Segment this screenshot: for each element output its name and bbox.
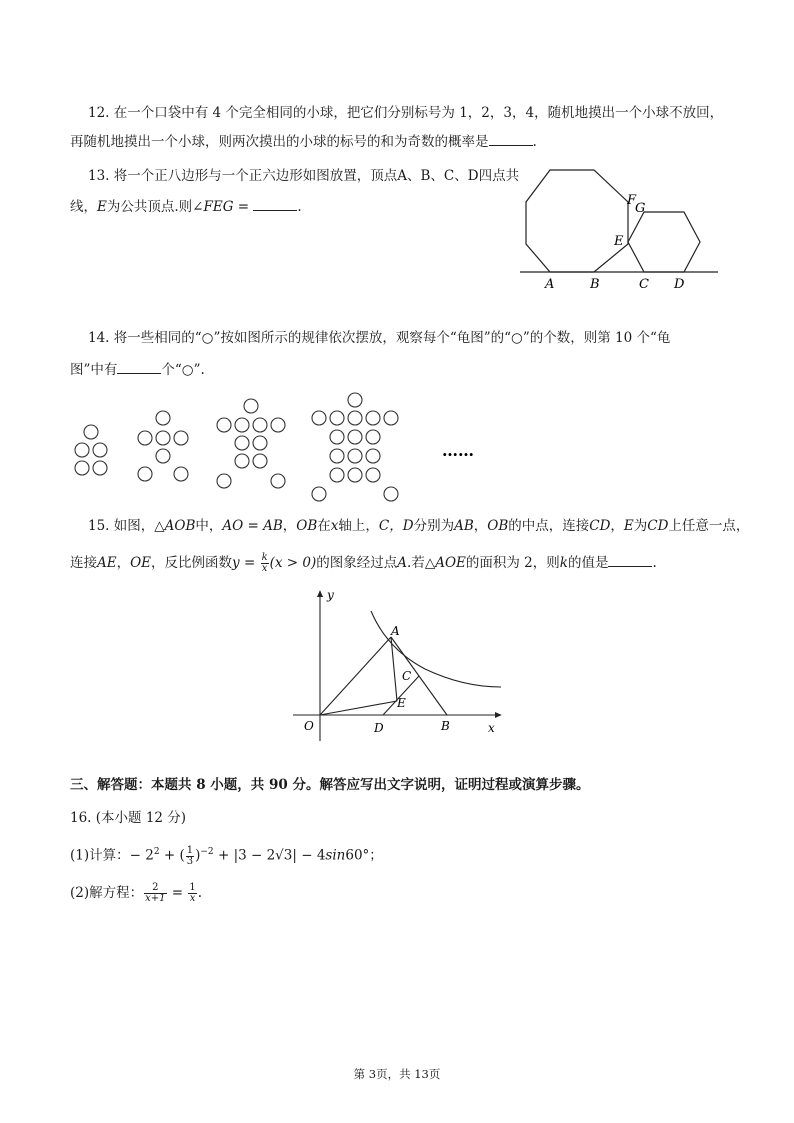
label-B: B xyxy=(441,719,450,733)
segment-OA xyxy=(320,637,391,715)
label-E: E xyxy=(397,696,406,710)
q15-figure xyxy=(285,585,515,745)
answer-blank[interactable] xyxy=(489,133,533,146)
turtle-2 xyxy=(138,411,188,481)
q14-figure xyxy=(60,388,500,506)
label-A: A xyxy=(391,624,400,638)
q15-line2: 连接AE，OE，反比例函数y = $\frac{k}{x}$ (x > 0)的图象经过点A.若△AOE的面积为 2，则k的值是 . xyxy=(70,552,657,574)
turtle-1 xyxy=(75,425,107,475)
label-F: F xyxy=(627,193,637,208)
fraction-2-over-x-plus-1: $\frac{2}{x+1}$ xyxy=(145,882,166,904)
hyperbola xyxy=(371,611,501,687)
turtle-4 xyxy=(312,393,398,501)
turtle-3 xyxy=(217,399,285,488)
label-B: B xyxy=(590,277,600,292)
q16-part2: (2)解方程： $\frac{2}{x+1}$ = $\frac{1}{x}$ . xyxy=(70,882,203,904)
q13-line2: 线，E为公共顶点.则∠FEG = . xyxy=(70,199,302,215)
q13-line1: 13. 将一个正八边形与一个正六边形如图放置，顶点A、B、C、D四点共 xyxy=(88,168,520,184)
label-y: y xyxy=(327,588,334,602)
page-footer: 第 3页，共 13页 xyxy=(353,1067,441,1081)
label-O: O xyxy=(304,719,314,733)
fraction-one-third: $\frac{1}{3}$ xyxy=(186,844,194,867)
fraction-1-over-x: $\frac{1}{x}$ xyxy=(189,882,196,904)
octagon xyxy=(526,170,628,272)
answer-blank[interactable] xyxy=(608,554,652,567)
label-D: D xyxy=(374,721,384,735)
q13-figure xyxy=(512,160,728,292)
label-G: G xyxy=(635,201,646,216)
q12-line2: 再随机地摸出一个小球，则两次摸出的小球的标号的和为奇数的概率是 . xyxy=(70,134,537,150)
q12-line1: 12. 在一个口袋中有 4 个完全相同的小球，把它们分别标号为 1，2，3，4，随机地摸出一个小球不放回， xyxy=(88,105,724,121)
label-x: x xyxy=(488,721,495,735)
q14-line1: 14. 将一些相同的“○”按如图所示的规律依次摆放，观察每个“龟图”的“○”的个数，则第 10 个“龟 xyxy=(88,330,671,346)
q14-line2: 图”中有 个“○”. xyxy=(70,362,205,378)
q16-header: 16. (本小题 12 分) xyxy=(70,810,187,826)
ellipsis: …… xyxy=(442,441,474,460)
fraction-k-over-x: $\frac{k}{x}$ xyxy=(261,552,268,574)
label-D: D xyxy=(674,277,685,292)
hexagon xyxy=(628,212,700,272)
section3-heading: 三、解答题：本题共 8 小题，共 90 分。解答应写出文字说明，证明过程或演算步骤。 xyxy=(70,777,590,793)
label-C: C xyxy=(402,669,412,683)
label-A: A xyxy=(545,277,555,292)
answer-blank[interactable] xyxy=(117,361,161,374)
answer-blank[interactable] xyxy=(253,198,297,211)
q15-line1: 15. 如图，△AOB中，AO = AB，OB在x轴上，C，D分别为AB，OB的中点，连接CD，E为CD上任意一点， xyxy=(88,518,750,534)
label-C: C xyxy=(639,277,649,292)
label-E: E xyxy=(614,234,624,249)
q16-part1: (1)计算：− $2^2$ + ( $\frac{1}{3}$ )$^{-2}$ + |3 − 2√3| − 4sin60°； xyxy=(70,844,383,867)
